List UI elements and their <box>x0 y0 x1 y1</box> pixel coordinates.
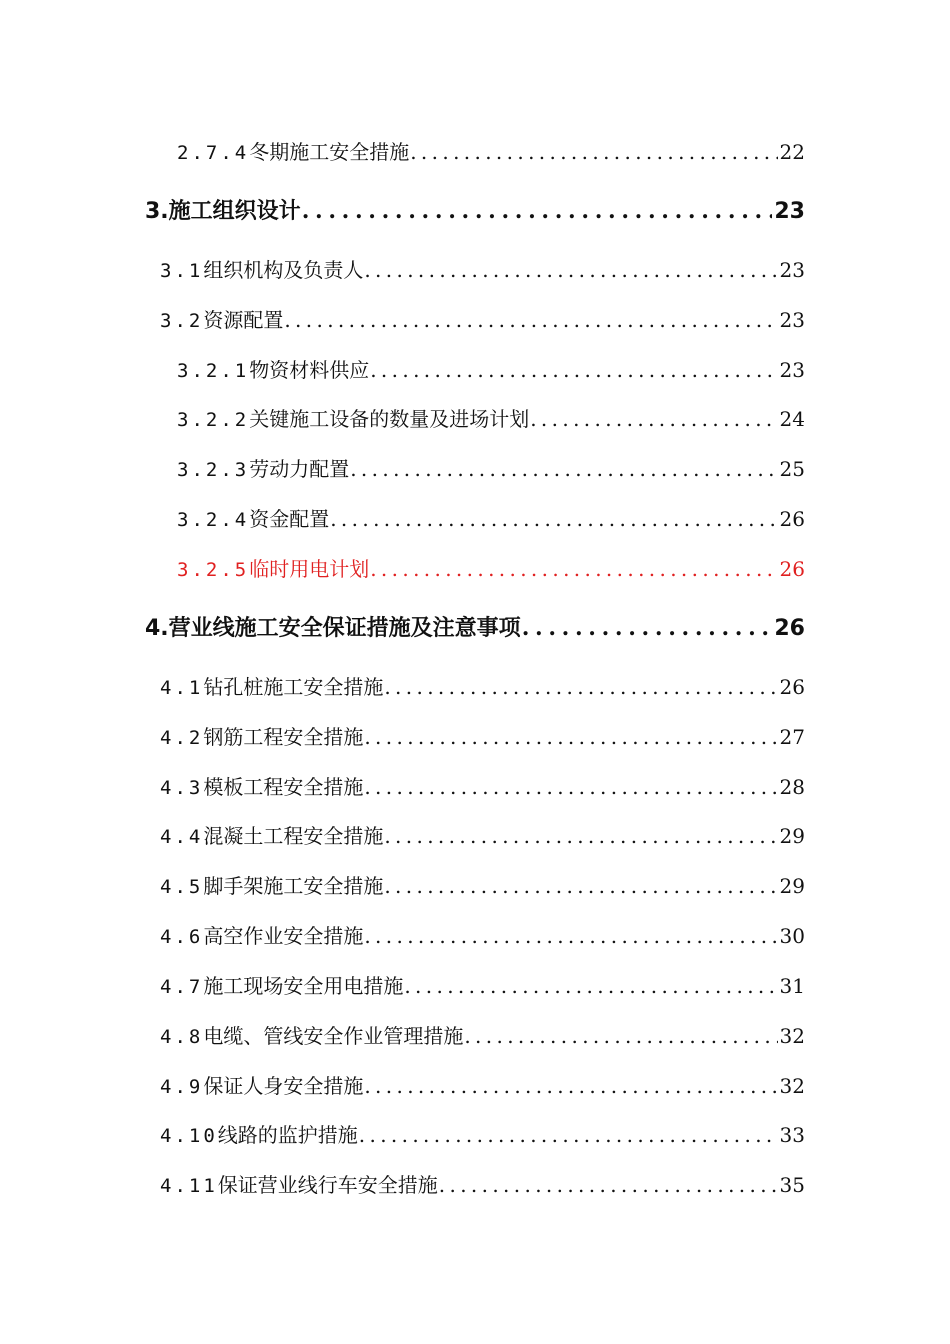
toc-entry-4-11[interactable] <box>160 1170 805 1201</box>
toc-entry-4-8[interactable] <box>160 1021 805 1052</box>
toc-entry-number: 4. <box>145 616 169 641</box>
dot-leader <box>364 1071 777 1101</box>
toc-entry-4-9[interactable] <box>160 1071 805 1102</box>
dot-leader <box>410 137 777 167</box>
toc-entry-title: 模板工程安全措施 <box>203 775 364 799</box>
toc-entry-4-6[interactable] <box>160 921 805 952</box>
dot-leader <box>302 196 773 226</box>
toc-entry-number: 4.11 <box>160 1175 218 1197</box>
toc-entry-title: 组织机构及负责人 <box>203 258 364 282</box>
toc-entry-title: 施工组织设计 <box>168 199 301 224</box>
toc-entry-title: 钢筋工程安全措施 <box>203 725 364 749</box>
toc-entry-4-3[interactable] <box>160 772 805 803</box>
dot-leader <box>384 871 777 901</box>
toc-entry-page: 31 <box>779 974 805 998</box>
toc-entry-title: 脚手架施工安全措施 <box>203 874 384 898</box>
toc-entry-page: 29 <box>779 824 805 848</box>
dot-leader <box>530 404 777 434</box>
toc-entry-number: 4.3 <box>160 777 204 799</box>
dot-leader <box>350 454 777 484</box>
toc-entry-title: 临时用电计划 <box>249 557 370 581</box>
toc-entry-number: 3.2.2 <box>177 409 250 431</box>
toc-entry-number: 3.2.4 <box>177 509 250 531</box>
dot-leader <box>404 971 777 1001</box>
toc-entry-2-7-4[interactable] <box>177 137 805 168</box>
toc-entry-4-7[interactable] <box>160 971 805 1002</box>
toc-entry-title: 高空作业安全措施 <box>203 924 364 948</box>
toc-entry-number: 4.8 <box>160 1026 204 1048</box>
dot-leader <box>330 504 777 534</box>
dot-leader <box>364 772 777 802</box>
toc-entry-page: 26 <box>779 557 805 581</box>
dot-leader <box>364 255 777 285</box>
toc-entry-number: 2.7.4 <box>177 142 250 164</box>
dot-leader <box>359 1120 778 1150</box>
toc-entry-title: 资金配置 <box>249 507 330 531</box>
toc-entry-page: 22 <box>779 140 805 164</box>
toc-entry-page: 24 <box>779 407 805 431</box>
toc-entry-page: 26 <box>779 675 805 699</box>
toc-entry-3-1[interactable] <box>160 255 805 286</box>
toc-entry-4[interactable] <box>145 613 805 644</box>
toc-entry-number: 4.7 <box>160 976 204 998</box>
toc-entry-3-2-4[interactable] <box>177 504 805 535</box>
toc-entry-page: 33 <box>779 1123 805 1147</box>
toc-entry-number: 4.10 <box>160 1125 218 1147</box>
toc-entry-title: 混凝土工程安全措施 <box>203 824 384 848</box>
dot-leader <box>364 921 777 951</box>
toc-entry-page: 23 <box>774 199 805 224</box>
toc-entry-title: 劳动力配置 <box>249 457 350 481</box>
dot-leader <box>284 305 777 335</box>
toc-entry-page: 23 <box>779 308 805 332</box>
toc-entry-4-10[interactable] <box>160 1120 805 1151</box>
toc-entry-page: 32 <box>779 1024 805 1048</box>
dot-leader <box>384 821 777 851</box>
toc-entry-title: 施工现场安全用电措施 <box>203 974 404 998</box>
dot-leader <box>370 355 777 385</box>
toc-entry-number: 3.2 <box>160 310 204 332</box>
toc-entry-title: 线路的监护措施 <box>217 1123 358 1147</box>
toc-entry-number: 4.9 <box>160 1076 204 1098</box>
toc-entry-number: 3.2.1 <box>177 360 250 382</box>
toc-entry-page: 26 <box>779 507 805 531</box>
toc-entry-3[interactable] <box>145 196 805 227</box>
toc-entry-3-2-5[interactable] <box>177 554 805 585</box>
toc-entry-number: 3.2.3 <box>177 459 250 481</box>
dot-leader <box>522 613 773 643</box>
toc-entry-title: 电缆、管线安全作业管理措施 <box>203 1024 464 1048</box>
toc-entry-page: 30 <box>779 924 805 948</box>
toc-entry-3-2-1[interactable] <box>177 355 805 386</box>
toc-entry-3-2-3[interactable] <box>177 454 805 485</box>
toc-entry-page: 25 <box>779 457 805 481</box>
toc-entry-4-5[interactable] <box>160 871 805 902</box>
toc-entry-page: 28 <box>779 775 805 799</box>
toc-entry-title: 保证人身安全措施 <box>203 1074 364 1098</box>
dot-leader <box>364 722 777 752</box>
toc-entry-4-1[interactable] <box>160 672 805 703</box>
toc-entry-3-2-2[interactable] <box>177 404 805 435</box>
toc-entry-number: 4.5 <box>160 876 204 898</box>
toc-entry-4-4[interactable] <box>160 821 805 852</box>
dot-leader <box>384 672 777 702</box>
toc-entry-page: 23 <box>779 358 805 382</box>
toc-entry-title: 物资材料供应 <box>249 358 370 382</box>
dot-leader <box>464 1021 777 1051</box>
toc-entry-title: 钻孔桩施工安全措施 <box>203 675 384 699</box>
toc-entry-number: 4.2 <box>160 727 204 749</box>
toc-entry-page: 26 <box>774 616 805 641</box>
toc-entry-title: 冬期施工安全措施 <box>249 140 410 164</box>
toc-entry-title: 关键施工设备的数量及进场计划 <box>249 407 530 431</box>
dot-leader <box>439 1170 778 1200</box>
toc-entry-3-2[interactable] <box>160 305 805 336</box>
toc-entry-number: 4.6 <box>160 926 204 948</box>
toc-entry-number: 3. <box>145 199 169 224</box>
toc-entry-page: 35 <box>779 1173 805 1197</box>
toc-entry-page: 23 <box>779 258 805 282</box>
toc-entry-title: 营业线施工安全保证措施及注意事项 <box>168 616 521 641</box>
toc-entry-number: 3.2.5 <box>177 559 250 581</box>
toc-entry-page: 32 <box>779 1074 805 1098</box>
toc-entry-title: 保证营业线行车安全措施 <box>217 1173 438 1197</box>
toc-entry-page: 27 <box>779 725 805 749</box>
toc-entry-number: 4.4 <box>160 826 204 848</box>
toc-entry-title: 资源配置 <box>203 308 284 332</box>
toc-entry-page: 29 <box>779 874 805 898</box>
toc-entry-number: 4.1 <box>160 677 204 699</box>
toc-entry-number: 3.1 <box>160 260 204 282</box>
dot-leader <box>370 554 777 584</box>
toc-entry-4-2[interactable] <box>160 722 805 753</box>
